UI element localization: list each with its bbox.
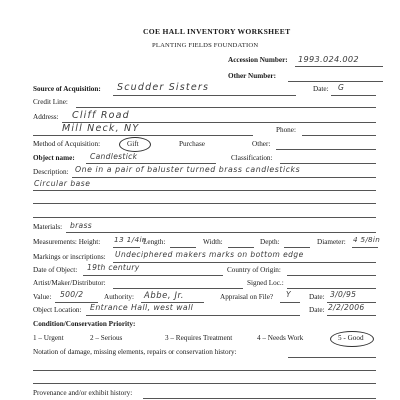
date-of-object-label: Date of Object: — [33, 266, 78, 274]
other-number-label: Other Number: — [228, 72, 276, 80]
authority-value: Abbe, Jr. — [144, 290, 185, 300]
length-line — [170, 247, 196, 248]
location-date-value: 2/2/2006 — [328, 303, 365, 312]
height-value: 13 1/4in — [114, 235, 147, 244]
source-date-value: G — [338, 83, 345, 92]
description-line-1 — [72, 177, 376, 178]
notation-line-1 — [288, 357, 376, 358]
method-of-acquisition-label: Method of Acquisition: — [33, 140, 101, 148]
classification-label: Classification: — [231, 154, 273, 162]
diameter-label: Diameter: — [317, 238, 346, 246]
country-of-origin-label: Country of Origin: — [227, 266, 281, 274]
method-purchase-option[interactable]: Purchase — [179, 140, 205, 148]
diameter-line — [352, 247, 378, 248]
value-value: 500/2 — [60, 290, 84, 299]
source-of-acquisition-line — [113, 95, 296, 96]
country-of-origin-line — [287, 275, 376, 276]
depth-line — [284, 247, 310, 248]
other-number-line — [288, 81, 383, 82]
form-subtitle: PLANTING FIELDS FOUNDATION — [152, 42, 259, 49]
accession-number-label: Accession Number: — [228, 56, 288, 64]
description-line1-value: One in a pair of baluster turned brass candlesticks — [75, 165, 301, 174]
condition-option-urgent[interactable]: 1 – Urgent — [33, 334, 64, 342]
classification-line — [280, 163, 376, 164]
diameter-value: 4 5/8in — [353, 235, 381, 244]
location-date-label: Date: — [309, 306, 325, 314]
condition-option-needs-work[interactable]: 4 – Needs Work — [257, 334, 304, 342]
appraisal-on-file-line — [280, 302, 300, 303]
description-line-4 — [33, 217, 376, 218]
artist-maker-label: Artist/Maker/Distributor: — [33, 279, 106, 287]
appraisal-date-value: 3/0/95 — [330, 290, 357, 299]
date-of-object-value: 19th century — [87, 263, 140, 272]
measurements-height-label: Measurements: Height: — [33, 238, 101, 246]
artist-maker-line — [113, 288, 243, 289]
height-line — [113, 247, 140, 248]
appraisal-date-label: Date: — [309, 293, 325, 301]
object-location-line — [86, 315, 300, 316]
method-other-line — [276, 149, 376, 150]
notation-label: Notation of damage, missing elements, repairs or conservation history: — [33, 348, 237, 356]
description-line-3 — [33, 203, 376, 204]
object-name-line — [86, 163, 216, 164]
width-label: Width: — [203, 238, 223, 246]
object-location-value: Entrance Hall, west wall — [90, 303, 194, 312]
appraisal-on-file-label: Appraisal on File? — [220, 293, 274, 301]
source-of-acquisition-label: Source of Acquisition: — [33, 85, 101, 93]
object-name-label: Object name: — [33, 154, 75, 162]
method-other-label: Other: — [252, 140, 271, 148]
address-label: Address: — [33, 113, 59, 121]
provenance-label: Provenance and/or exhibit history: — [33, 389, 133, 397]
materials-label: Materials: — [33, 223, 63, 231]
address-line2-value: Mill Neck, NY — [62, 123, 140, 134]
method-gift-option[interactable]: Gift — [127, 140, 139, 148]
credit-line-line — [76, 107, 376, 108]
materials-line — [66, 232, 376, 233]
provenance-line — [143, 398, 376, 399]
condition-heading: Condition/Conservation Priority: — [33, 320, 136, 328]
object-location-label: Object Location: — [33, 306, 82, 314]
width-line — [228, 247, 254, 248]
signed-loc-label: Signed Loc.: — [247, 279, 284, 287]
description-line-2 — [33, 190, 376, 191]
address-line1-value: Cliff Road — [72, 110, 130, 121]
authority-label: Authority: — [104, 293, 134, 301]
location-date-line — [327, 315, 376, 316]
address-line-2 — [33, 135, 253, 136]
date-of-object-line — [83, 275, 223, 276]
phone-label: Phone: — [276, 126, 296, 134]
condition-option-serious[interactable]: 2 – Serious — [90, 334, 123, 342]
notation-line-2 — [33, 370, 376, 371]
description-line2-value: Circular base — [34, 179, 91, 188]
appraisal-on-file-value: Y — [286, 290, 291, 299]
source-of-acquisition-value: Scudder Sisters — [117, 82, 210, 93]
markings-value: Undeciphered makers marks on bottom edge — [115, 250, 304, 259]
phone-line — [302, 135, 376, 136]
accession-number-value: 1993.024.002 — [298, 54, 359, 64]
markings-label: Markings or inscriptions: — [33, 253, 106, 261]
credit-line-label: Credit Line: — [33, 98, 68, 106]
materials-value: brass — [70, 221, 93, 230]
form-title: COE HALL INVENTORY WORKSHEET — [143, 27, 291, 36]
description-label: Description: — [33, 168, 69, 176]
condition-option-good[interactable]: 5 - Good — [338, 334, 364, 342]
length-label: Length: — [143, 238, 166, 246]
condition-option-requires-treatment[interactable]: 3 – Requires Treatment — [165, 334, 233, 342]
value-label: Value: — [33, 293, 52, 301]
source-date-label: Date: — [313, 85, 329, 93]
depth-label: Depth: — [260, 238, 280, 246]
accession-number-line — [295, 66, 383, 67]
object-name-value: Candlestick — [90, 152, 138, 161]
source-date-line — [331, 95, 376, 96]
notation-line-3 — [33, 383, 376, 384]
markings-line — [113, 262, 376, 263]
signed-loc-line — [287, 288, 376, 289]
